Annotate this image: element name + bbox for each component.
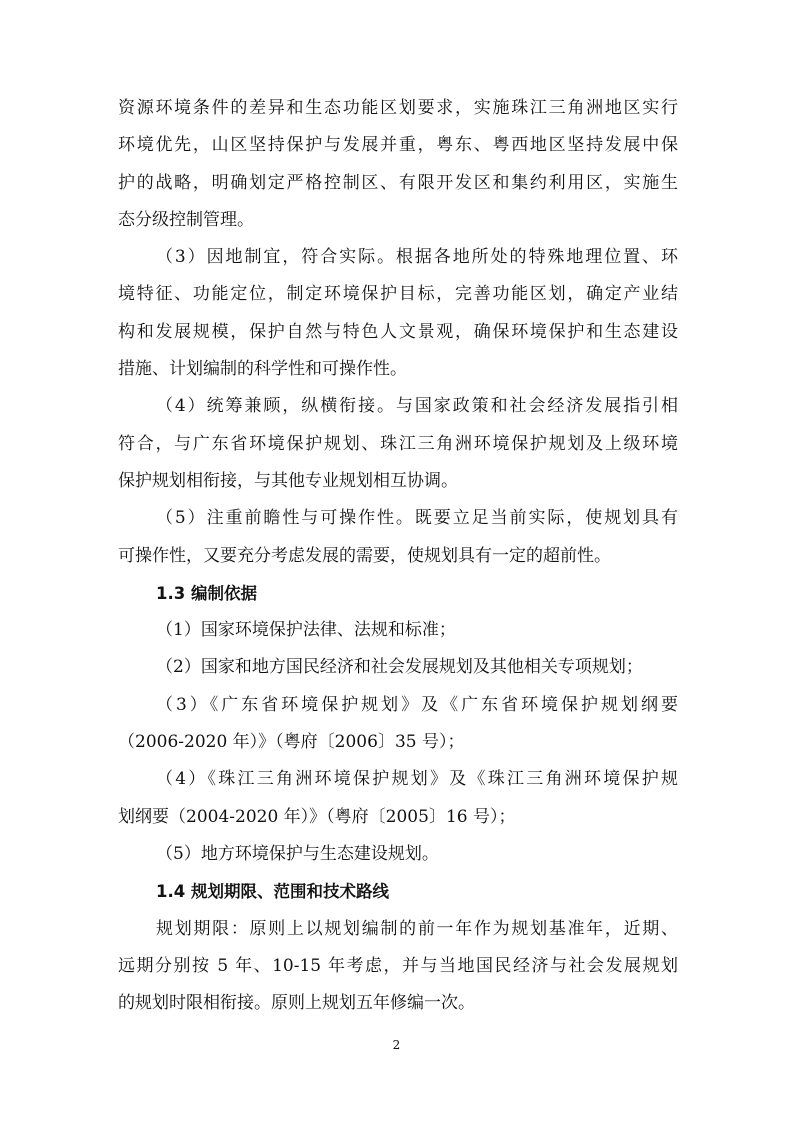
text-line: （2）国家和地方国民经济和社会发展规划及其他相关专项规划；	[156, 657, 643, 678]
text-line: （1）国家环境保护法律、法规和标准；	[156, 620, 456, 641]
text-line: （2006-2020 年）》（粤府〔2006〕35 号）；	[118, 732, 465, 753]
section-heading: 1.4 规划期限、范围和技术路线	[156, 882, 389, 902]
text-line: 护的战略，明确划定严格控制区、有限开发区和集约利用区，实施生	[118, 172, 678, 193]
text-line: （3）《广东省环境保护规划》及《广东省环境保护规划纲要	[156, 694, 678, 715]
text-line: 措施、计划编制的科学性和可操作性。	[118, 359, 407, 380]
text-line: 资源环境条件的差异和生态功能区划要求，实施珠江三角洲地区实行	[118, 98, 678, 118]
text-line: 规划期限：原则上以规划编制的前一年作为规划基准年，近期、	[156, 918, 678, 939]
page-body	[118, 90, 678, 1022]
section-heading: 1.3 编制依据	[156, 583, 257, 603]
text-line: 构和发展规模，保护自然与特色人文景观，确保环境保护和生态建设	[118, 321, 678, 342]
text-line: 的规划时限相衔接。原则上规划五年修编一次。	[118, 993, 475, 1014]
text-line: （4）统筹兼顾，纵横衔接。与国家政策和社会经济发展指引相	[156, 396, 678, 417]
text-line: 态分级控制管理。	[118, 209, 254, 230]
text-line: 保护规划相衔接，与其他专业规划相互协调。	[118, 470, 458, 491]
text-line: （5）地方环境保护与生态建设规划。	[156, 843, 439, 864]
text-line: 环境优先，山区坚持保护与发展并重，粤东、粤西地区坚持发展中保	[118, 135, 678, 156]
text-line: 划纲要（2004-2020 年）》（粤府〔2005〕16 号）；	[118, 806, 516, 827]
text-line: 境特征、功能定位，制定环境保护目标，完善功能区划，确定产业结	[118, 284, 678, 305]
page-number: 2	[392, 1038, 401, 1052]
text-line: （5）注重前瞻性与可操作性。既要立足当前实际，使规划具有	[156, 508, 678, 529]
text-line: 可操作性，又要充分考虑发展的需要，使规划具有一定的超前性。	[118, 545, 611, 566]
text-line: （4）《珠江三角洲环境保护规划》及《珠江三角洲环境保护规	[156, 769, 678, 790]
text-line: 符合，与广东省环境保护规划、珠江三角洲环境保护规划及上级环境	[118, 433, 678, 454]
text-line: （3）因地制宜，符合实际。根据各地所处的特殊地理位置、环	[156, 247, 678, 268]
text-line: 远期分别按 5 年、10-15 年考虑，并与当地国民经济与社会发展规划	[118, 955, 678, 976]
